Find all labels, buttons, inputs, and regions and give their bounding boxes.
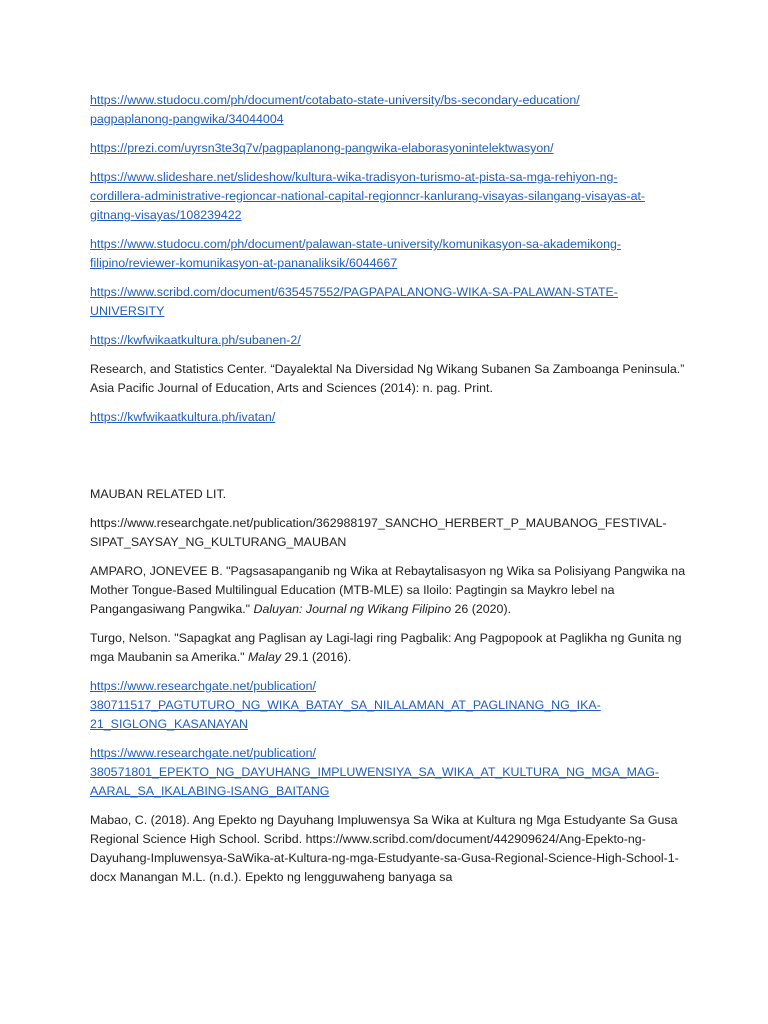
researchgate-plain-line1: https://www.researchgate.net/publication/362988197_SANCHO_HERBERT_P_MAUBANOG_FESTIVAL- — [90, 516, 667, 530]
reference-link-line: cordillera-administrative-regioncar-national-capital-regionncr-kanlurang-visayas-silangang-visayas-at- — [90, 189, 646, 203]
reference-link[interactable] — [90, 283, 686, 321]
link-paragraph — [90, 91, 686, 129]
reference-link[interactable] — [90, 139, 686, 158]
reference-link-line: 380571801_EPEKTO_NG_DAYUHANG_IMPLUWENSIYA_SA_WIKA_AT_KULTURA_NG_MGA_MAG- — [90, 765, 660, 779]
link-ivatan[interactable]: https://kwfwikaatkultura.ph/ivatan/ — [90, 410, 276, 424]
citation-subanen-line1: Research, and Statistics Center. “Dayalektal Na Diversidad Ng Wikang Subanen Sa Zamboanga Peninsula.” — [90, 362, 685, 376]
citation-amparo-line2: Mother Tongue-Based Multilingual Education (MTB-MLE) sa Iloilo: Pagtingin sa Maykro lebel na — [90, 583, 615, 597]
citation-turgo-line2-post: 29.1 (2016). — [281, 650, 352, 664]
reference-link[interactable] — [90, 235, 686, 273]
reference-link-line: https://www.studocu.com/ph/document/palawan-state-university/komunikasyon-sa-akademikong- — [90, 237, 621, 251]
link-ivatan-paragraph — [90, 408, 686, 427]
link-paragraph — [90, 235, 686, 273]
reference-link-line: pagpaplanong-pangwika/34044004 — [90, 112, 284, 126]
reference-links-top — [90, 91, 686, 350]
reference-link-line: gitnang-visayas/108239422 — [90, 208, 242, 222]
reference-links-bottom — [90, 677, 686, 801]
link-paragraph — [90, 139, 686, 158]
citation-mabao-line1: Mabao, C. (2018). Ang Epekto ng Dayuhang Impluwensya Sa Wika at Kultura ng Mga Estudyante Sa Gusa — [90, 813, 678, 827]
reference-link[interactable] — [90, 331, 686, 350]
citation-amparo-line3-post: 26 (2020). — [451, 602, 512, 616]
link-paragraph — [90, 677, 686, 734]
citation-mabao-line3: Dayuhang-Impluwensya-SaWika-at-Kultura-ng-mga-Estudyante-sa-Gusa-Regional-Science-High-School-1- — [90, 851, 679, 865]
citation-turgo — [90, 629, 686, 667]
reference-link-line: 380711517_PAGTUTURO_NG_WIKA_BATAY_SA_NILALAMAN_AT_PAGLINANG_NG_IKA- — [90, 698, 601, 712]
reference-link[interactable] — [90, 744, 686, 801]
citation-mabao-line2: Regional Science High School. Scribd. https://www.scribd.com/document/442909624/Ang-Epekto-ng- — [90, 832, 646, 846]
link-paragraph — [90, 168, 686, 225]
blank-space — [90, 437, 686, 485]
citation-amparo — [90, 562, 686, 619]
document-page — [90, 91, 686, 897]
reference-link-line: filipino/reviewer-komunikasyon-at-pananaliksik/6044667 — [90, 256, 398, 270]
researchgate-plain-url — [90, 514, 686, 552]
link-paragraph — [90, 331, 686, 350]
link-paragraph — [90, 744, 686, 801]
reference-link-line: https://www.studocu.com/ph/document/cotabato-state-university/bs-secondary-education/ — [90, 93, 580, 107]
reference-link[interactable] — [90, 91, 686, 129]
citation-subanen — [90, 360, 686, 398]
reference-link-line: 21_SIGLONG_KASANAYAN — [90, 717, 248, 731]
reference-link-line: https://www.slideshare.net/slideshow/kultura-wika-tradisyon-turismo-at-pista-sa-mga-rehiyon-ng- — [90, 170, 618, 184]
citation-turgo-line1: Turgo, Nelson. "Sapagkat ang Paglisan ay Lagi-lagi ring Pagbalik: Ang Pagpopook at Paglikha ng Gunita ng — [90, 631, 682, 645]
citation-turgo-journal: Malay — [247, 650, 282, 664]
citation-turgo-line2-pre: mga Maubanin sa Amerika." — [90, 650, 248, 664]
citation-mabao — [90, 811, 686, 887]
reference-link[interactable] — [90, 677, 686, 734]
reference-link-line: https://www.researchgate.net/publication/ — [90, 746, 316, 760]
reference-link-line: AARAL_SA_IKALABING-ISANG_BAITANG — [90, 784, 330, 798]
citation-mabao-line4: docx Manangan M.L. (n.d.). Epekto ng lengguwaheng banyaga sa — [90, 870, 453, 884]
reference-link-line: UNIVERSITY — [90, 304, 165, 318]
citation-subanen-line2: Asia Pacific Journal of Education, Arts and Sciences (2014): n. pag. Print. — [90, 381, 493, 395]
reference-link-line: https://prezi.com/uyrsn3te3q7v/pagpaplanong-pangwika-elaborasyonintelektwasyon/ — [90, 141, 554, 155]
citation-amparo-line3-pre: Pangangasiwang Pangwika." — [90, 602, 254, 616]
citation-amparo-line1: AMPARO, JONEVEE B. "Pagsasapanganib ng Wika at Rebaytalisasyon ng Wika sa Polisiyang Pangwika na — [90, 564, 686, 578]
reference-link-line: https://www.researchgate.net/publication/ — [90, 679, 316, 693]
reference-link-line: https://www.scribd.com/document/635457552/PAGPAPALANONG-WIKA-SA-PALAWAN-STATE- — [90, 285, 618, 299]
reference-link[interactable] — [90, 168, 686, 225]
section-heading: MAUBAN RELATED LIT. — [90, 487, 227, 501]
citation-amparo-journal: Daluyan: Journal ng Wikang Filipino — [253, 602, 452, 616]
link-paragraph — [90, 283, 686, 321]
researchgate-plain-line2: SIPAT_SAYSAY_NG_KULTURANG_MAUBAN — [90, 535, 347, 549]
reference-link-line: https://kwfwikaatkultura.ph/subanen-2/ — [90, 333, 301, 347]
